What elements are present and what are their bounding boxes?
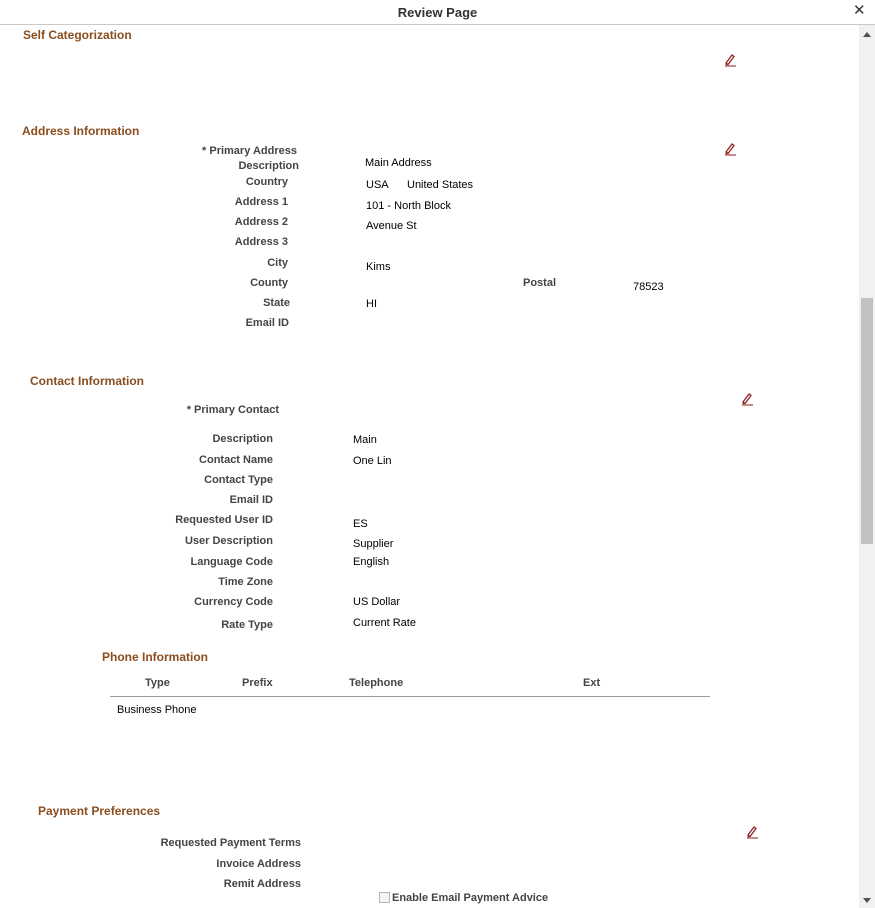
city-label: City [267, 257, 288, 269]
scroll-up-arrow-icon[interactable] [863, 32, 871, 37]
phone-table-header-rule [110, 696, 710, 697]
dialog-content [0, 25, 859, 908]
country-code-value: USA [366, 179, 389, 191]
email-payment-advice-label: Enable Email Payment Advice [392, 892, 549, 904]
contact-name-value: One Lin [353, 455, 392, 467]
rate-type-value: Current Rate [353, 617, 416, 629]
rate-type-label: Rate Type [221, 619, 273, 631]
phone-col-ext: Ext [583, 677, 601, 689]
language-code-label: Language Code [190, 556, 273, 568]
email-payment-advice-checkbox[interactable] [379, 892, 390, 903]
edit-self-categorization-pencil-icon[interactable] [723, 53, 737, 67]
user-description-label: User Description [184, 535, 273, 547]
contact-description-value: Main [353, 434, 377, 446]
postal-label: Postal [523, 277, 557, 289]
phone-col-telephone: Telephone [349, 677, 404, 689]
edit-contact-pencil-icon[interactable] [740, 392, 754, 406]
requested-user-id-label: Requested User ID [175, 514, 273, 526]
country-name-value: United States [407, 179, 474, 191]
requested-user-id-value: ES [353, 518, 368, 530]
time-zone-label: Time Zone [218, 576, 273, 588]
contact-type-label: Contact Type [204, 474, 273, 486]
address1-label: Address 1 [234, 196, 288, 208]
vertical-scrollbar[interactable] [859, 25, 875, 908]
address2-value: Avenue St [366, 220, 417, 232]
scroll-down-arrow-icon[interactable] [863, 898, 871, 903]
address1-value: 101 - North Block [366, 200, 451, 212]
address3-label: Address 3 [234, 236, 288, 248]
requested-payment-terms-label: Requested Payment Terms [160, 837, 301, 849]
address2-label: Address 2 [234, 216, 288, 228]
close-icon[interactable]: ✕ [853, 2, 866, 19]
address-description-label: Description [238, 160, 299, 172]
state-label: State [263, 297, 290, 309]
contact-information-heading: Contact Information [30, 374, 144, 388]
address-description-value: Main Address [365, 157, 432, 169]
primary-contact-label: * Primary Contact [186, 404, 279, 416]
language-code-value: English [353, 556, 390, 568]
phone-col-type: Type [145, 677, 170, 689]
remit-address-label: Remit Address [223, 878, 301, 890]
edit-payment-pencil-icon[interactable] [745, 825, 759, 839]
phone-row-type: Business Phone [117, 704, 197, 716]
contact-email-label: Email ID [229, 494, 273, 506]
state-value: HI [366, 298, 377, 310]
currency-code-value: US Dollar [353, 596, 401, 608]
primary-address-label: * Primary Address [202, 145, 297, 157]
self-categorization-heading: Self Categorization [23, 28, 132, 42]
address-information-heading: Address Information [22, 124, 140, 138]
county-label: County [250, 277, 288, 289]
currency-code-label: Currency Code [194, 596, 273, 608]
dialog-titlebar [0, 0, 875, 25]
city-value: Kims [366, 261, 391, 273]
invoice-address-label: Invoice Address [216, 858, 301, 870]
phone-col-prefix: Prefix [242, 677, 273, 689]
user-description-value: Supplier [353, 538, 394, 550]
phone-information-heading: Phone Information [102, 650, 208, 664]
scrollbar-thumb[interactable] [861, 298, 873, 544]
contact-description-label: Description [212, 433, 273, 445]
edit-address-pencil-icon[interactable] [723, 142, 737, 156]
payment-preferences-heading: Payment Preferences [38, 804, 161, 818]
dialog-title: Review Page [397, 5, 478, 20]
address-email-label: Email ID [245, 317, 289, 329]
country-label: Country [245, 176, 288, 188]
postal-value: 78523 [633, 281, 664, 293]
contact-name-label: Contact Name [199, 454, 273, 466]
